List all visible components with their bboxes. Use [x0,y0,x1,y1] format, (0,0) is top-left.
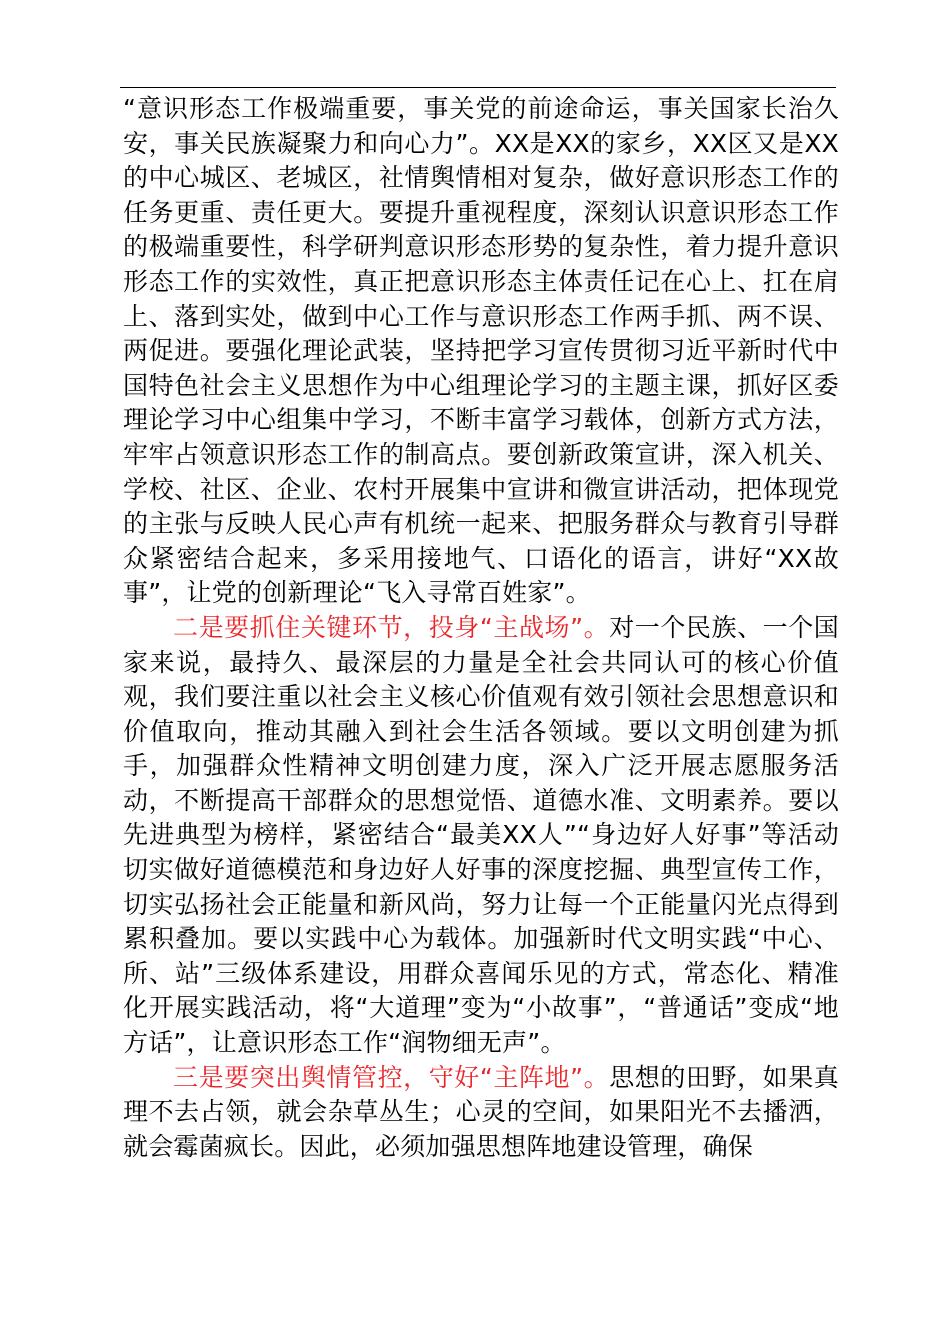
paragraph-2 [123,611,839,1061]
paragraph-3-heading: 三是要突出舆情管控，守好“主阵地”。 [173,1062,610,1092]
paragraph-3-body: 思想的田野，如果真理不去占领，就会杂草丛生；心灵的空间，如果阳光不去播洒，就会霉菌疯长。因此，必须加强思想阵地建设管理，确保 [123,1062,839,1161]
document-body [123,92,839,1164]
paragraph-1: “意识形态工作极端重要，事关党的前途命运，事关国家长治久安，事关民族凝聚力和向心力”。XX是XX的家乡，XX区又是XX的中心城区、老城区，社情舆情相对复杂，做好意识形态工作的任务更重、责任更大。要提升重视程度，深刻认识意识形态工作的极端重要性，科学研判意识形态形势的复杂性，着力提升意识形态工作的实效性，真正把意识形态主体责任记在心上、扛在肩上、落到实处，做到中心工作与意识形态工作两手抓、两不误、两促进。要强化理论武装，坚持把学习宣传贯彻习近平新时代中国特色社会主义思想作为中心组理论学习的主题主课，抓好区委理论学习中心组集中学习，不断丰富学习载体，创新方式方法，牢牢占领意识形态工作的制高点。要创新政策宣讲，深入机关、学校、社区、企业、农村开展集中宣讲和微宣讲活动，把体现党的主张与反映人民心声有机统一起来、把服务群众与教育引导群众紧密结合起来，多采用接地气、口语化的语言，讲好“XX故事”，让党的创新理论“飞入寻常百姓家”。 [123,94,839,608]
paragraph-3 [123,1061,839,1165]
paragraph-2-heading: 二是要抓住关键环节，投身“主战场”。 [173,612,610,642]
header-rule [120,87,836,88]
paragraph-2-body: 对一个民族、一个国家来说，最持久、最深层的力量是全社会共同认可的核心价值观，我们要注重以社会主义核心价值观有效引领社会思想意识和价值取向，推动其融入到社会生活各领域。要以文明创建为抓手，加强群众性精神文明创建力度，深入广泛开展志愿服务活动，不断提高干部群众的思想觉悟、道德水准、文明素养。要以先进典型为榜样，紧密结合“最美XX人”“身边好人好事”等活动切实做好道德模范和身边好人好事的深度挖掘、典型宣传工作，切实弘扬社会正能量和新风尚，努力让每一个正能量闪光点得到累积叠加。要以实践中心为载体。加强新时代文明实践“中心、所、站”三级体系建设，用群众喜闻乐见的方式，常态化、精准化开展实践活动，将“大道理”变为“小故事”，“普通话”变成“地方话”，让意识形态工作“润物细无声”。 [123,612,839,1058]
